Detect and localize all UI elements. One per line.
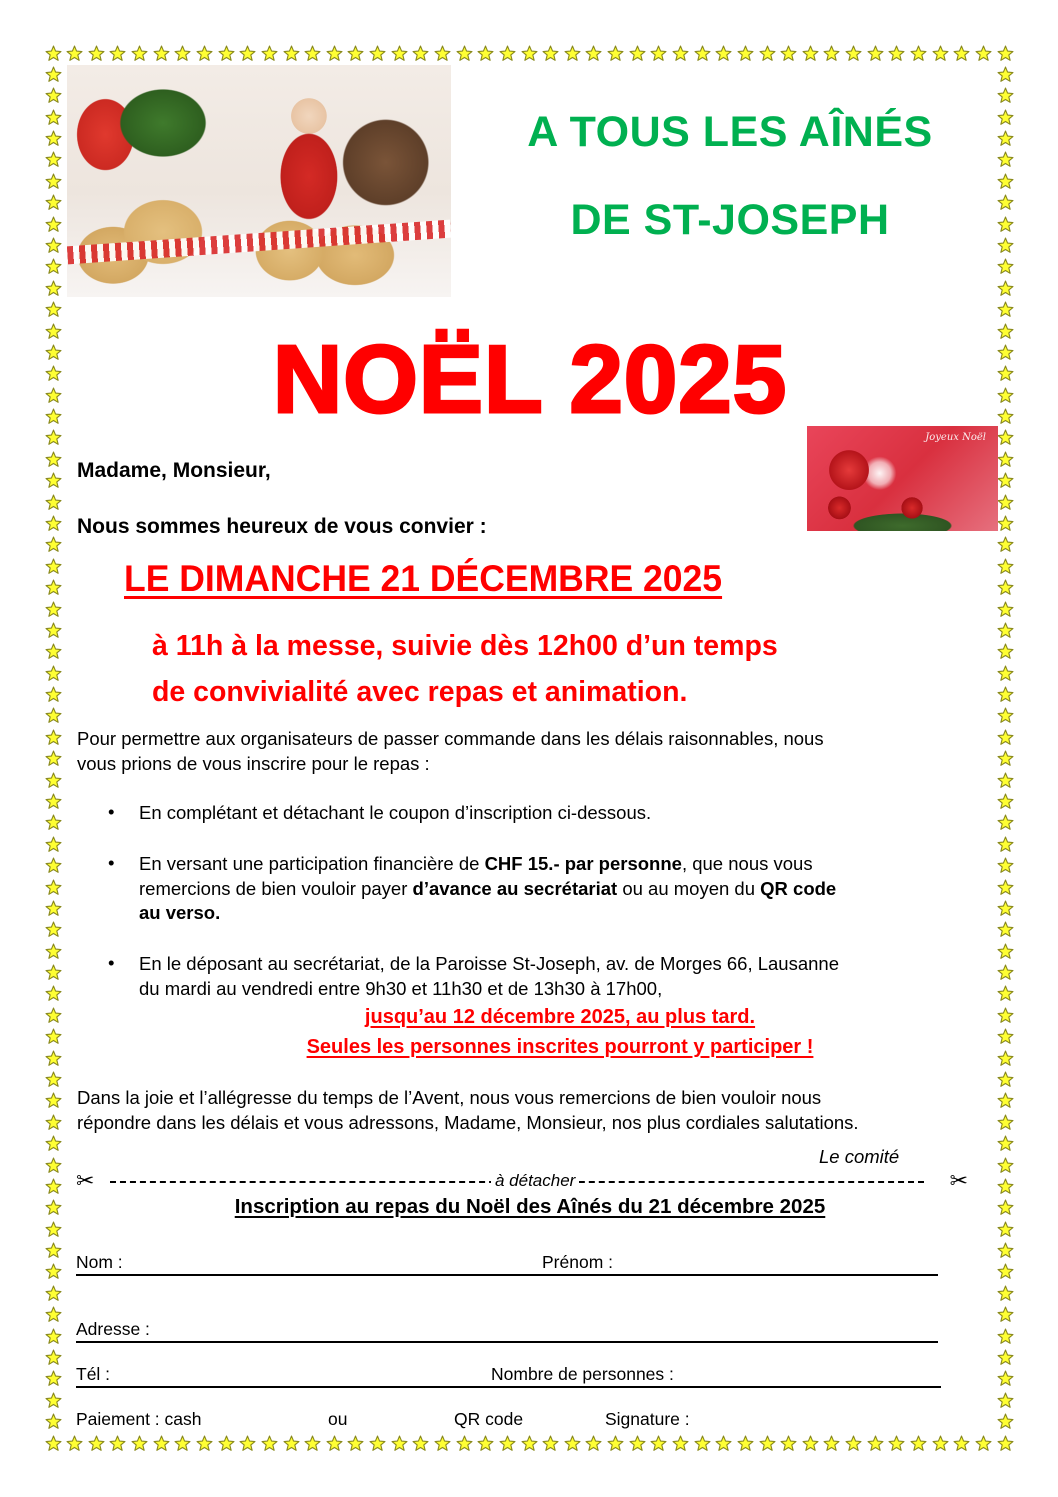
main-title: NOËL 2025 xyxy=(272,326,788,433)
star-icon xyxy=(845,45,862,62)
coupon-title: Inscription au repas du Noël des Aînés du 21 décembre 2025 xyxy=(234,1195,826,1218)
event-detail-line2: de convivialité avec repas et animation. xyxy=(152,676,688,708)
star-icon xyxy=(45,558,62,575)
intro-line2: vous prions de vous inscrire pour le repas : xyxy=(77,752,430,774)
star-icon xyxy=(369,45,386,62)
star-icon xyxy=(997,879,1014,896)
christmas-baubles-photo xyxy=(807,426,998,531)
detach-label: à détacher xyxy=(491,1170,579,1192)
bullet-3-line2: du mardi au vendredi entre 9h30 et 11h30 et de 13h30 à 17h00, xyxy=(139,977,663,999)
star-icon xyxy=(997,408,1014,425)
star-icon xyxy=(780,45,797,62)
star-icon xyxy=(997,1135,1014,1152)
star-icon xyxy=(499,45,516,62)
star-icon xyxy=(347,1435,364,1452)
star-icon xyxy=(326,45,343,62)
star-icon xyxy=(997,750,1014,767)
star-icon xyxy=(45,1178,62,1195)
star-icon xyxy=(45,280,62,297)
star-icon xyxy=(45,964,62,981)
star-icon xyxy=(997,429,1014,446)
star-icon xyxy=(607,1435,624,1452)
star-icon xyxy=(997,1221,1014,1238)
star-icon xyxy=(45,387,62,404)
gingham-ribbon xyxy=(67,220,451,265)
star-icon xyxy=(997,1306,1014,1323)
advance-payment-text: d’avance au secrétariat xyxy=(412,877,618,899)
star-icon xyxy=(109,1435,126,1452)
star-icon xyxy=(564,1435,581,1452)
star-icon xyxy=(737,1435,754,1452)
star-icon xyxy=(997,601,1014,618)
star-icon xyxy=(997,1178,1014,1195)
star-icon xyxy=(347,45,364,62)
star-icon xyxy=(283,1435,300,1452)
star-icon xyxy=(997,45,1014,62)
closing-paragraph xyxy=(77,1086,977,1135)
star-icon xyxy=(715,1435,732,1452)
bullet-icon: • xyxy=(108,852,115,873)
star-icon xyxy=(196,45,213,62)
star-icon xyxy=(45,1050,62,1067)
star-icon xyxy=(456,1435,473,1452)
star-icon xyxy=(174,45,191,62)
star-icon xyxy=(261,45,278,62)
star-icon xyxy=(672,1435,689,1452)
star-icon xyxy=(45,323,62,340)
star-icon xyxy=(66,1435,83,1452)
star-icon xyxy=(737,45,754,62)
star-icon xyxy=(715,45,732,62)
deadline: jusqu’au 12 décembre 2025, au plus tard. xyxy=(364,1006,756,1028)
star-icon xyxy=(997,793,1014,810)
star-icon xyxy=(997,472,1014,489)
star-icon xyxy=(45,472,62,489)
star-icon xyxy=(694,1435,711,1452)
star-icon xyxy=(45,1370,62,1387)
star-icon xyxy=(45,365,62,382)
star-icon xyxy=(997,1370,1014,1387)
star-icon xyxy=(477,45,494,62)
star-icon xyxy=(456,45,473,62)
bullet-2-text: ou au moyen du xyxy=(617,877,761,899)
star-icon xyxy=(477,1435,494,1452)
star-icon xyxy=(45,814,62,831)
phone-field-row[interactable] xyxy=(76,1362,941,1388)
star-icon xyxy=(564,45,581,62)
event-detail-line1: à 11h à la messe, suivie dès 12h00 d’un temps xyxy=(152,630,778,662)
star-icon xyxy=(672,45,689,62)
star-icon xyxy=(45,643,62,660)
scissors-icon: ✂ xyxy=(949,1168,968,1193)
star-icon xyxy=(239,1435,256,1452)
star-icon xyxy=(45,536,62,553)
star-icon xyxy=(88,1435,105,1452)
star-icon xyxy=(997,451,1014,468)
price-text: CHF 15.- par personne xyxy=(484,853,682,874)
star-icon xyxy=(45,1221,62,1238)
star-icon xyxy=(997,579,1014,596)
star-icon xyxy=(823,1435,840,1452)
bullet-icon: • xyxy=(108,952,115,973)
address-label: Adresse : xyxy=(76,1319,150,1339)
photo-script-text: Joyeux Noël xyxy=(925,432,986,443)
star-icon xyxy=(45,258,62,275)
closing-line1: Dans la joie et l’allégresse du temps de l’Avent, nous vous remercions de bien vouloir nous xyxy=(77,1087,822,1108)
star-icon xyxy=(997,622,1014,639)
salutation: Madame, Monsieur, xyxy=(77,459,271,482)
star-icon xyxy=(629,45,646,62)
star-icon xyxy=(997,173,1014,190)
star-icon xyxy=(45,194,62,211)
star-icon xyxy=(45,1199,62,1216)
invitation: Nous sommes heureux de vous convier : xyxy=(77,515,487,538)
star-icon xyxy=(45,515,62,532)
star-icon xyxy=(45,1135,62,1152)
star-icon xyxy=(997,323,1014,340)
star-icon xyxy=(45,130,62,147)
star-icon xyxy=(521,45,538,62)
bullet-1: En complétant et détachant le coupon d’inscription ci-dessous. xyxy=(139,802,652,823)
star-icon xyxy=(45,1413,62,1430)
event-date: LE DIMANCHE 21 DÉCEMBRE 2025 xyxy=(124,558,723,599)
star-icon xyxy=(997,729,1014,746)
star-icon xyxy=(997,1157,1014,1174)
payment-qr-option[interactable]: QR code xyxy=(454,1409,524,1429)
star-icon xyxy=(45,429,62,446)
star-icon xyxy=(997,964,1014,981)
star-icon xyxy=(131,1435,148,1452)
scissors-icon: ✂ xyxy=(76,1168,95,1193)
star-icon xyxy=(997,943,1014,960)
star-icon xyxy=(434,1435,451,1452)
bullet-2 xyxy=(139,852,969,926)
star-icon xyxy=(45,921,62,938)
star-icon xyxy=(997,301,1014,318)
star-icon xyxy=(45,836,62,853)
star-icon xyxy=(45,750,62,767)
star-icon xyxy=(218,45,235,62)
star-icon xyxy=(997,985,1014,1002)
star-icon xyxy=(607,45,624,62)
star-icon xyxy=(910,45,927,62)
star-icon xyxy=(88,45,105,62)
star-icon xyxy=(45,1007,62,1024)
star-icon xyxy=(845,1435,862,1452)
star-icon xyxy=(45,237,62,254)
qr-code-text: QR code xyxy=(760,877,837,899)
star-icon xyxy=(759,45,776,62)
signature: Le comité xyxy=(819,1146,900,1167)
star-icon xyxy=(997,921,1014,938)
star-icon xyxy=(997,1435,1014,1452)
star-icon xyxy=(45,87,62,104)
star-icon xyxy=(997,515,1014,532)
star-icon xyxy=(997,1349,1014,1366)
star-icon xyxy=(45,686,62,703)
payment-or: ou xyxy=(328,1409,348,1429)
star-icon xyxy=(45,622,62,639)
star-icon xyxy=(261,1435,278,1452)
star-icon xyxy=(997,344,1014,361)
star-icon xyxy=(521,1435,538,1452)
star-icon xyxy=(45,151,62,168)
star-icon xyxy=(45,857,62,874)
star-icon xyxy=(997,258,1014,275)
star-icon xyxy=(650,1435,667,1452)
star-icon xyxy=(932,1435,949,1452)
star-icon xyxy=(45,943,62,960)
star-icon xyxy=(953,1435,970,1452)
persons-label: Nombre de personnes : xyxy=(491,1364,674,1384)
star-icon xyxy=(45,985,62,1002)
star-icon xyxy=(66,45,83,62)
star-icon xyxy=(997,900,1014,917)
star-icon xyxy=(997,814,1014,831)
star-icon xyxy=(499,1435,516,1452)
star-icon xyxy=(218,1435,235,1452)
star-icon xyxy=(45,1285,62,1302)
star-icon xyxy=(45,45,62,62)
star-icon xyxy=(997,857,1014,874)
star-icon xyxy=(823,45,840,62)
star-icon xyxy=(412,45,429,62)
signature-label: Signature : xyxy=(605,1409,690,1429)
star-icon xyxy=(45,900,62,917)
star-icon xyxy=(45,216,62,233)
star-icon xyxy=(997,1092,1014,1109)
star-icon xyxy=(997,536,1014,553)
star-icon xyxy=(910,1435,927,1452)
star-icon xyxy=(802,1435,819,1452)
star-icon xyxy=(997,1114,1014,1131)
star-icon xyxy=(585,1435,602,1452)
star-icon xyxy=(45,1114,62,1131)
address-field-row[interactable] xyxy=(76,1317,938,1343)
bullet-2-text: En versant une participation financière de xyxy=(139,853,485,874)
star-icon xyxy=(629,1435,646,1452)
star-icon xyxy=(45,879,62,896)
star-icon xyxy=(434,45,451,62)
star-icon xyxy=(45,1435,62,1452)
star-icon xyxy=(45,1328,62,1345)
star-icon xyxy=(45,601,62,618)
star-icon xyxy=(888,1435,905,1452)
star-icon xyxy=(304,45,321,62)
star-icon xyxy=(802,45,819,62)
bullet-2-text: , que nous vous xyxy=(681,853,813,874)
restriction-notice: Seules les personnes inscrites pourront y participer ! xyxy=(306,1036,814,1058)
star-icon xyxy=(997,643,1014,660)
star-icon xyxy=(867,1435,884,1452)
payment-cash-option[interactable]: Paiement : cash xyxy=(76,1409,202,1429)
star-icon xyxy=(997,707,1014,724)
star-icon xyxy=(153,1435,170,1452)
star-icon xyxy=(953,45,970,62)
star-icon xyxy=(45,665,62,682)
star-icon xyxy=(45,1306,62,1323)
intro-paragraph xyxy=(77,727,977,776)
star-icon xyxy=(45,793,62,810)
star-icon xyxy=(997,1007,1014,1024)
star-icon xyxy=(45,1242,62,1259)
star-icon xyxy=(997,1028,1014,1045)
star-icon xyxy=(997,1285,1014,1302)
star-icon xyxy=(45,66,62,83)
star-icon xyxy=(997,1242,1014,1259)
star-icon xyxy=(997,87,1014,104)
star-icon xyxy=(45,1263,62,1280)
star-icon xyxy=(975,45,992,62)
star-icon xyxy=(326,1435,343,1452)
star-icon xyxy=(283,45,300,62)
star-icon xyxy=(997,1413,1014,1430)
star-icon xyxy=(997,558,1014,575)
star-icon xyxy=(780,1435,797,1452)
star-icon xyxy=(109,45,126,62)
star-icon xyxy=(997,1071,1014,1088)
star-icon xyxy=(888,45,905,62)
star-icon xyxy=(45,1349,62,1366)
star-icon xyxy=(650,45,667,62)
star-icon xyxy=(369,1435,386,1452)
bullet-icon: • xyxy=(108,801,115,822)
star-icon xyxy=(391,1435,408,1452)
star-icon xyxy=(131,45,148,62)
star-icon xyxy=(45,1157,62,1174)
star-icon xyxy=(304,1435,321,1452)
name-field-row[interactable] xyxy=(76,1250,938,1276)
bullet-2-text: au verso. xyxy=(139,902,221,923)
star-icon xyxy=(542,45,559,62)
star-icon xyxy=(153,45,170,62)
star-icon xyxy=(45,344,62,361)
star-icon xyxy=(45,1092,62,1109)
star-icon xyxy=(174,1435,191,1452)
star-icon xyxy=(542,1435,559,1452)
star-icon xyxy=(45,451,62,468)
star-icon xyxy=(997,387,1014,404)
star-icon xyxy=(997,1328,1014,1345)
star-icon xyxy=(45,729,62,746)
star-icon xyxy=(997,1050,1014,1067)
star-icon xyxy=(196,1435,213,1452)
star-icon xyxy=(45,494,62,511)
star-icon xyxy=(997,686,1014,703)
star-icon xyxy=(45,772,62,789)
bullet-3 xyxy=(139,952,969,1001)
star-icon xyxy=(997,665,1014,682)
star-icon xyxy=(45,1028,62,1045)
star-icon xyxy=(45,579,62,596)
star-icon xyxy=(45,707,62,724)
star-icon xyxy=(585,45,602,62)
star-icon xyxy=(997,836,1014,853)
star-icon xyxy=(45,408,62,425)
phone-label: Tél : xyxy=(76,1364,111,1384)
cut-line xyxy=(76,1170,968,1194)
star-icon xyxy=(45,173,62,190)
star-icon xyxy=(45,109,62,126)
bullet-3-line1: En le déposant au secrétariat, de la Paroisse St-Joseph, av. de Morges 66, Lausanne xyxy=(139,953,840,974)
star-icon xyxy=(694,45,711,62)
star-icon xyxy=(997,494,1014,511)
star-icon xyxy=(45,301,62,318)
star-icon xyxy=(759,1435,776,1452)
star-icon xyxy=(975,1435,992,1452)
star-icon xyxy=(997,280,1014,297)
star-icon xyxy=(997,772,1014,789)
star-icon xyxy=(997,1263,1014,1280)
star-icon xyxy=(45,1071,62,1088)
closing-line2: répondre dans les délais et vous adressons, Madame, Monsieur, nos plus cordiales salutations. xyxy=(77,1111,859,1133)
star-icon xyxy=(239,45,256,62)
star-icon xyxy=(45,1392,62,1409)
bullet-2-text: remercions de bien vouloir payer xyxy=(139,877,413,899)
star-icon xyxy=(391,45,408,62)
firstname-label: Prénom : xyxy=(542,1252,613,1272)
star-icon xyxy=(997,1392,1014,1409)
star-icon xyxy=(867,45,884,62)
header-title-line1: A TOUS LES AÎNÉS xyxy=(527,108,933,156)
star-icon xyxy=(997,66,1014,83)
name-label: Nom : xyxy=(76,1252,123,1272)
intro-line1: Pour permettre aux organisateurs de passer commande dans les délais raisonnables, nous xyxy=(77,728,824,749)
header-title-line2: DE ST-JOSEPH xyxy=(570,196,890,244)
christmas-decoration-photo xyxy=(67,65,451,297)
star-icon xyxy=(412,1435,429,1452)
star-icon xyxy=(997,365,1014,382)
star-icon xyxy=(932,45,949,62)
